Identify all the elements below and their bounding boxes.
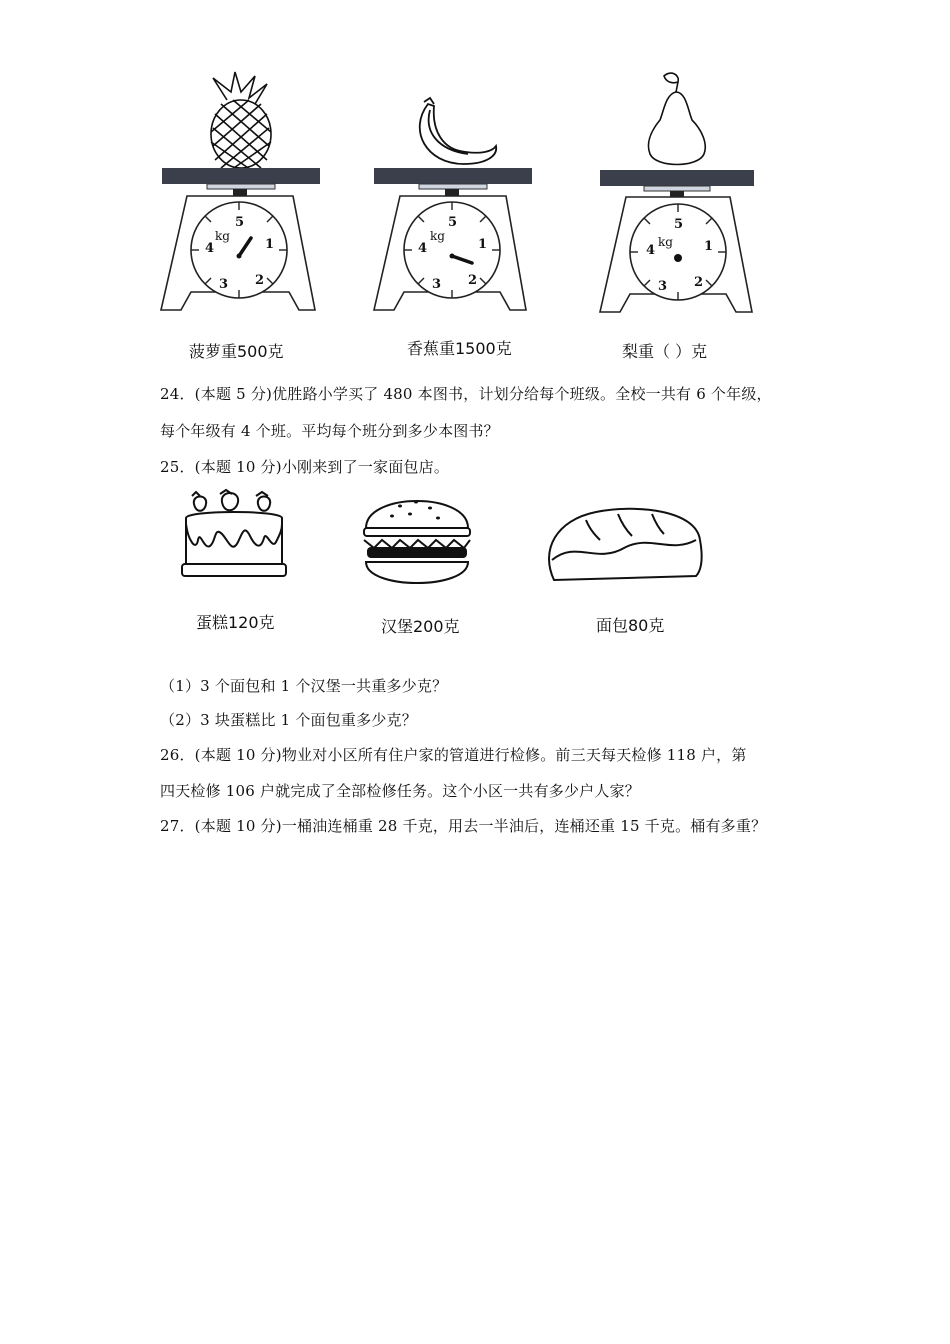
dial-number-4: 4 (646, 243, 656, 258)
dial-center (674, 254, 682, 262)
dial-number-4: 4 (418, 241, 428, 256)
dial-number-2: 2 (468, 273, 478, 288)
bread-caption: 面包80克 (596, 616, 665, 635)
pear-icon (648, 73, 705, 164)
dial-number-5: 5 (448, 215, 458, 230)
cake-icon (178, 490, 290, 594)
dial-number-3: 3 (658, 279, 668, 294)
pineapple-icon (211, 72, 271, 170)
question-24-line2: 每个年级有 4 个班。平均每个班分到多少本图书？ (160, 422, 499, 440)
dial-unit: kg (215, 229, 230, 243)
hamburger-icon (360, 492, 474, 592)
scale-platform (600, 170, 754, 186)
banana-scale-figure (368, 70, 538, 330)
question-27: 27．(本题 10 分)一桶油连桶重 28 千克，用去一半油后，连桶还重 15 千克。桶有多重？ (160, 817, 767, 835)
question-25-sub1: （1）3 个面包和 1 个汉堡一共重多少克？ (160, 677, 448, 695)
bread-icon (546, 500, 706, 590)
dial-number-3: 3 (219, 277, 229, 292)
pear-caption: 梨重（ ）克 (622, 342, 708, 361)
banana-caption: 香蕉重1500克 (407, 339, 512, 358)
scale-dial (404, 202, 500, 298)
scale-dial (191, 202, 287, 298)
dial-number-1: 1 (478, 237, 488, 252)
dial-number-3: 3 (432, 277, 442, 292)
dial-number-1: 1 (265, 237, 275, 252)
cake-caption: 蛋糕120克 (196, 613, 275, 632)
pineapple-scale-figure (155, 70, 325, 330)
dial-number-2: 2 (255, 273, 265, 288)
question-25: 25．(本题 10 分)小刚来到了一家面包店。 (160, 458, 450, 476)
scale-dial (630, 204, 726, 300)
dial-unit: kg (430, 229, 445, 243)
banana-icon (420, 98, 496, 164)
question-25-sub2: （2）3 块蛋糕比 1 个面包重多少克？ (160, 711, 417, 729)
dial-number-2: 2 (694, 275, 704, 290)
question-26-line2: 四天检修 106 户就完成了全部检修任务。这个小区一共有多少户人家？ (160, 782, 640, 800)
pear-scale-figure (594, 70, 764, 330)
dial-number-5: 5 (674, 217, 684, 232)
dial-unit: kg (658, 235, 673, 249)
hamburger-caption: 汉堡200克 (381, 617, 460, 636)
question-24-line1: 24．(本题 5 分)优胜路小学买了 480 本图书，计划分给每个班级。全校一共有 6 个年级， (160, 385, 772, 403)
dial-number-5: 5 (235, 215, 245, 230)
scale-platform (162, 168, 320, 184)
question-26-line1: 26．(本题 10 分)物业对小区所有住户家的管道进行检修。前三天每天检修 118 户，第 (160, 746, 747, 764)
pineapple-caption: 菠萝重500克 (189, 342, 284, 361)
dial-number-1: 1 (704, 239, 714, 254)
scale-platform (374, 168, 532, 184)
dial-number-4: 4 (205, 241, 215, 256)
